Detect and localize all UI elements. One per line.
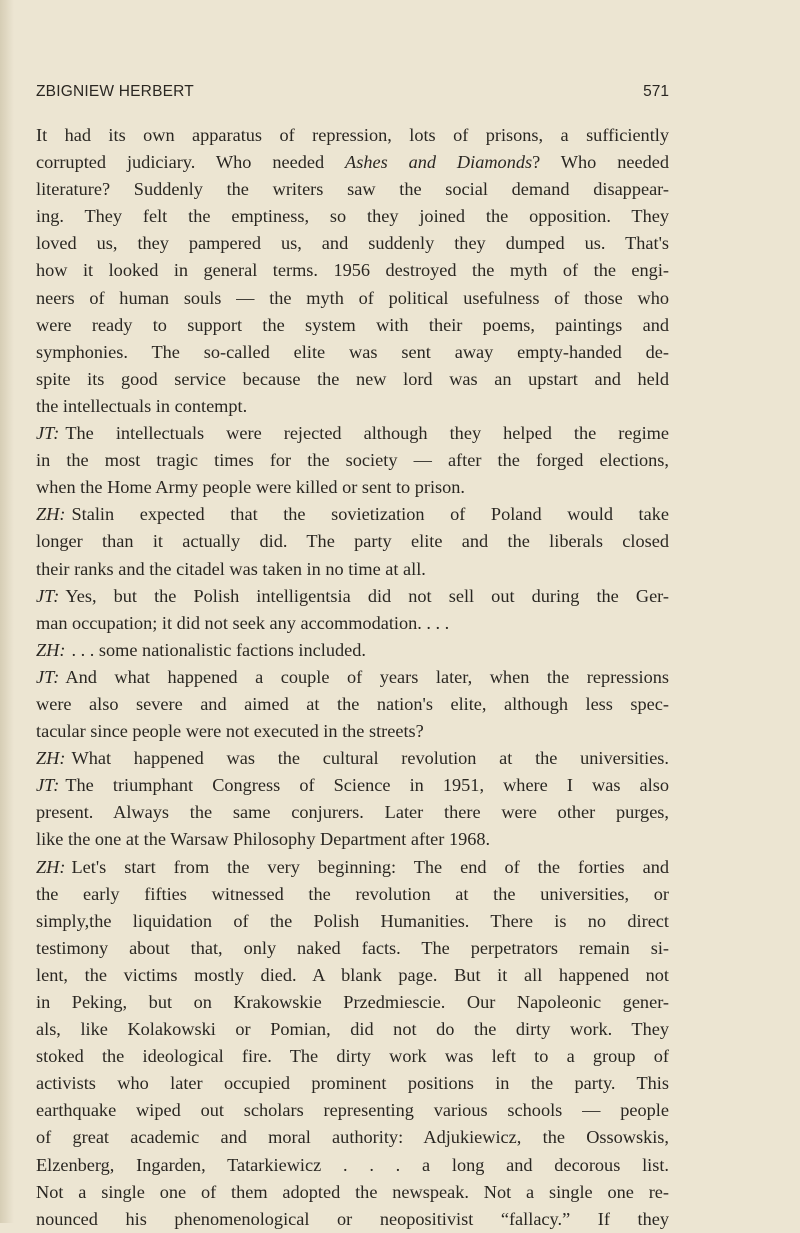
text-line xyxy=(36,420,669,447)
text-run: . . . some nationalistic factions included. xyxy=(71,639,366,660)
text-run: Yes, but the Polish intelligentsia did not sell out during the Ger- xyxy=(65,585,669,606)
text-line: testimony about that, only naked facts. The perpetrators remain si- xyxy=(36,937,669,958)
text-line: It had its own apparatus of repression, lots of prisons, a sufficiently xyxy=(36,125,669,145)
speaker-label: JT: xyxy=(36,585,60,606)
text-line: tacular since people were not executed in the streets? xyxy=(36,721,424,742)
speaker-label: ZH: xyxy=(36,748,66,769)
text-line xyxy=(36,501,669,528)
text-line: in the most tragic times for the society — after the forged elections, xyxy=(36,450,669,471)
running-head: ZBIGNIEW HERBERT xyxy=(36,83,194,100)
text-line: symphonies. The so-called elite was sent away empty-handed de- xyxy=(36,341,669,362)
text-line: ing. They felt the emptiness, so they joined the opposition. They xyxy=(36,206,669,227)
text-line: lent, the victims mostly died. A blank page. But it all happened not xyxy=(36,964,669,985)
text-line: the early fifties witnessed the revolution at the universities, or xyxy=(36,883,669,904)
text-line: Not a single one of them adopted the newspeak. Not a single one re- xyxy=(36,1181,669,1202)
text-run: The intellectuals were rejected although they helped the regime xyxy=(65,423,669,444)
text-line: stoked the ideological fire. The dirty work was left to a group of xyxy=(36,1046,669,1067)
text-run: Let's start from the very beginning: The end of the forties and xyxy=(71,856,669,877)
text-run: ? Who needed xyxy=(532,152,670,173)
text-line: nounced his phenomenological or neopositivist “fallacy.” If they xyxy=(36,1208,669,1229)
speaker-label: ZH: xyxy=(36,856,66,877)
text-line: like the one at the Warsaw Philosophy Department after 1968. xyxy=(36,829,491,850)
text-line: the intellectuals in contempt. xyxy=(36,395,248,416)
text-line: when the Home Army people were killed or sent to prison. xyxy=(36,477,466,498)
text-line: present. Always the same conjurers. Later there were other purges, xyxy=(36,802,669,823)
text-line: earthquake wiped out scholars representing various schools — people xyxy=(36,1100,669,1121)
text-line xyxy=(36,583,669,610)
text-run: corrupted judiciary. Who needed xyxy=(36,152,346,173)
page-number: 571 xyxy=(643,83,669,100)
text-line: man occupation; it did not seek any accommodation. . . . xyxy=(36,612,450,633)
text-line: how it looked in general terms. 1956 destroyed the myth of the engi- xyxy=(36,260,669,281)
text-line: neers of human souls — the myth of political usefulness of those who xyxy=(36,287,669,308)
text-line xyxy=(36,664,669,691)
speaker-label: JT: xyxy=(36,666,60,687)
text-line xyxy=(36,149,669,176)
text-line: loved us, they pampered us, and suddenly they dumped us. That's xyxy=(36,233,669,254)
text-line: Elzenberg, Ingarden, Tatarkiewicz . . . a long and decorous list. xyxy=(36,1154,669,1175)
text-line: of great academic and moral authority: Adjukiewicz, the Ossowskis, xyxy=(36,1127,669,1148)
speaker-label: ZH: xyxy=(36,504,66,525)
speaker-label: JT: xyxy=(36,775,60,796)
text-line: their ranks and the citadel was taken in no time at all. xyxy=(36,558,426,579)
text-line: longer than it actually did. The party elite and the liberals closed xyxy=(36,531,669,552)
text-line xyxy=(36,745,669,772)
text-run: The triumphant Congress of Science in 1951, where I was also xyxy=(65,775,669,796)
text-line: spite its good service because the new lord was an upstart and held xyxy=(36,368,669,389)
text-line: literature? Suddenly the writers saw the social demand disappear- xyxy=(36,179,669,200)
text-line: in Peking, but on Krakowskie Przedmiescie. Our Napoleonic gener- xyxy=(36,992,669,1012)
text-run: And what happened a couple of years later, when the repressions xyxy=(65,666,669,687)
book-title: Ashes and Diamonds xyxy=(345,152,533,173)
text-line: were ready to support the system with their poems, paintings and xyxy=(36,314,669,335)
text-line: als, like Kolakowski or Pomian, did not do the dirty work. They xyxy=(36,1019,669,1040)
speaker-label: ZH: xyxy=(36,639,66,660)
page-header xyxy=(36,83,669,105)
text-line: were also severe and aimed at the nation's elite, although less spec- xyxy=(36,693,669,714)
body-text xyxy=(36,122,669,1233)
text-line xyxy=(36,637,669,664)
text-line: simply,the liquidation of the Polish Humanities. There is no direct xyxy=(36,910,669,931)
text-run: What happened was the cultural revolution at the universities. xyxy=(71,748,669,769)
page-gutter-shadow xyxy=(0,0,14,1223)
text-line xyxy=(36,854,669,881)
text-run: Stalin expected that the sovietization of Poland would take xyxy=(71,504,669,525)
speaker-label: JT: xyxy=(36,423,60,444)
text-line: activists who later occupied prominent positions in the party. This xyxy=(36,1073,669,1094)
text-line xyxy=(36,772,669,799)
